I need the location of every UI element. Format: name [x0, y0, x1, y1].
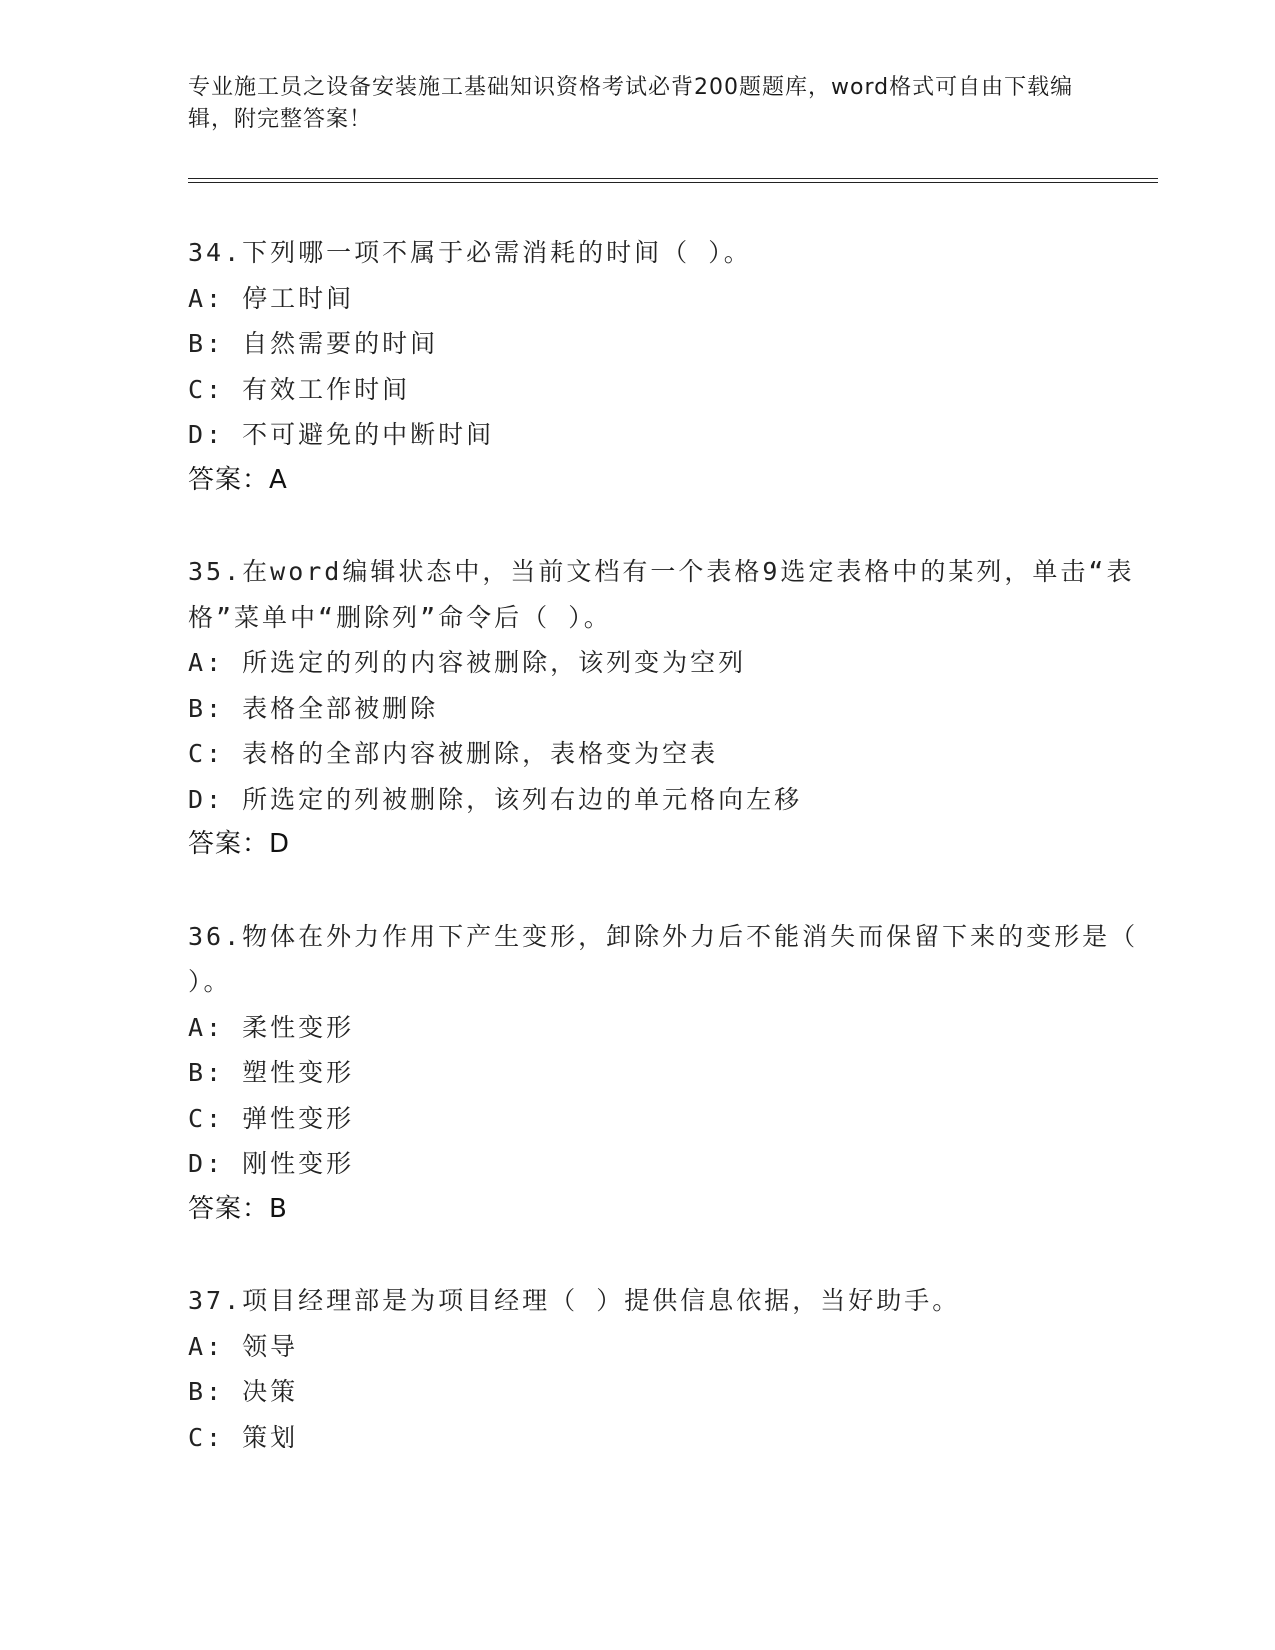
question-stem: 35.在word编辑状态中，当前文档有一个表格9选定表格中的某列，单击“表格”菜单中“删除列”命令后（ ）。 — [188, 557, 1135, 632]
option-d: D: 所选定的列被删除，该列右边的单元格向左移 — [188, 784, 803, 814]
option-a: A: 所选定的列的内容被删除，该列变为空列 — [188, 648, 747, 677]
option-c: C: 表格的全部内容被删除，表格变为空表 — [188, 739, 719, 768]
page-header — [188, 72, 1088, 136]
option-a: A: 柔性变形 — [188, 1012, 355, 1042]
answer: 答案：B — [188, 1193, 288, 1224]
header-divider — [188, 178, 1158, 183]
option-a: A: 领导 — [188, 1331, 299, 1361]
option-b: B: 塑性变形 — [188, 1058, 355, 1087]
question-stem: 34.下列哪一项不属于必需消耗的时间（ ）。 — [188, 238, 752, 267]
option-c: C: 有效工作时间 — [188, 374, 411, 404]
question-36 — [188, 914, 1148, 1233]
answer: 答案：D — [188, 829, 291, 859]
question-34 — [188, 230, 1148, 503]
option-b: B: 自然需要的时间 — [188, 329, 439, 358]
option-d: D: 刚性变形 — [188, 1149, 355, 1178]
option-c: C: 弹性变形 — [188, 1103, 355, 1133]
answer: 答案：A — [188, 464, 288, 495]
document-title: 专业施工员之设备安装施工基础知识资格考试必背200题题库，word格式可自由下载编辑，附完整答案！ — [188, 75, 1074, 132]
question-stem: 36.物体在外力作用下产生变形，卸除外力后不能消失而保留下来的变形是（ ）。 — [188, 921, 1139, 996]
question-stem: 37.项目经理部是为项目经理（ ）提供信息依据，当好助手。 — [188, 1286, 961, 1315]
option-b: B: 表格全部被删除 — [188, 693, 439, 723]
option-c: C: 策划 — [188, 1422, 299, 1452]
option-a: A: 停工时间 — [188, 283, 355, 313]
question-35 — [188, 549, 1148, 868]
option-b: B: 决策 — [188, 1377, 299, 1406]
option-d: D: 不可避免的中断时间 — [188, 420, 495, 449]
question-37 — [188, 1278, 1148, 1460]
question-list — [188, 230, 1148, 1506]
